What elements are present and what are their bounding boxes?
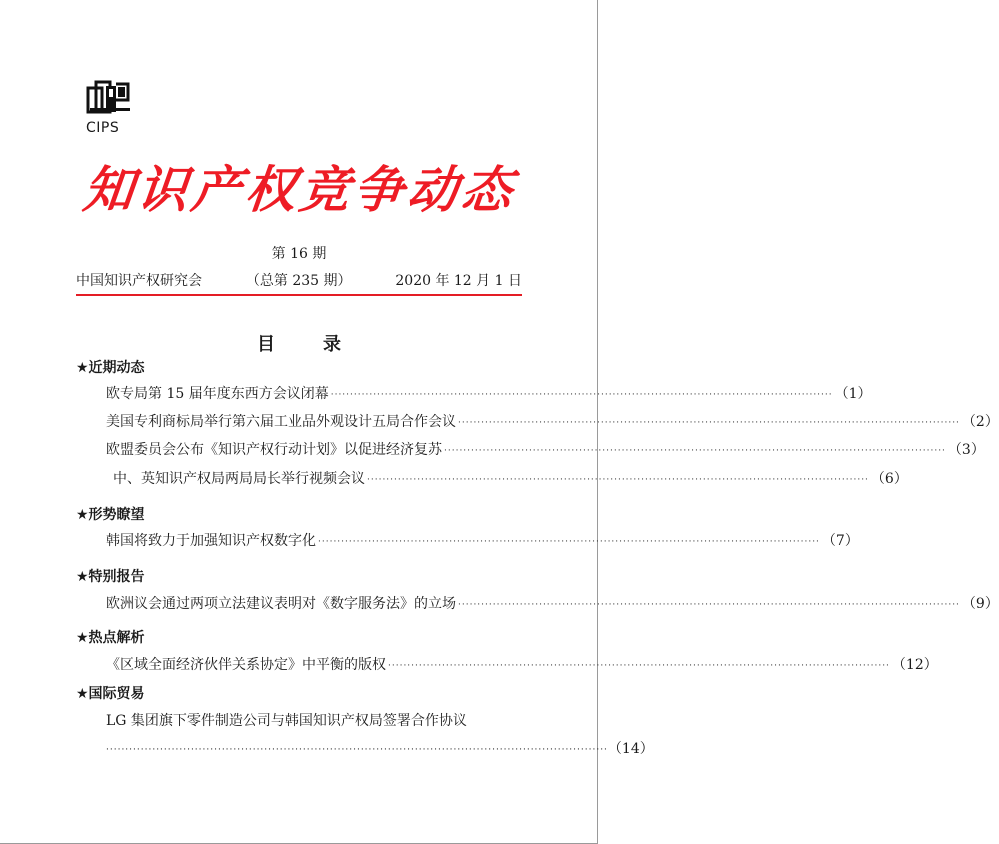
toc-entry[interactable] [106, 655, 938, 675]
toc-leader: ·································································································································· [318, 537, 820, 547]
toc-section-hotspot [76, 628, 536, 648]
issue-meta-row [76, 270, 522, 290]
toc-title [0, 330, 598, 356]
toc-entry-title: LG 集团旗下零件制造公司与韩国知识产权局签署合作协议 [106, 713, 467, 729]
logo-text: CIPS [86, 120, 120, 136]
toc-section-trade [76, 684, 536, 704]
issue-date: 2020 年 12 月 1 日 [395, 273, 522, 289]
toc-entry[interactable] [106, 440, 985, 460]
toc-entry[interactable] [106, 711, 530, 731]
toc-entry-page: （6） [870, 471, 908, 487]
issue-total: （总第 235 期） [245, 273, 352, 289]
toc-leader: ·································································································································· [458, 418, 960, 428]
toc-entry-page: （2） [961, 414, 999, 430]
toc-entry-page: （9） [961, 596, 999, 612]
toc-entry-page: （1） [834, 386, 872, 402]
toc-section-outlook [76, 505, 536, 525]
issue-number: 第 16 期 [271, 246, 327, 262]
toc-leader: ·································································································································· [444, 446, 946, 456]
toc-leader: ·································································································································· [330, 390, 833, 400]
toc-entry-title: 欧洲议会通过两项立法建议表明对《数字服务法》的立场 [106, 596, 456, 612]
section-heading: ★近期动态 [76, 360, 145, 376]
toc-entry-title: 《区域全面经济伙伴关系协定》中平衡的版权 [106, 657, 386, 673]
red-divider [76, 294, 522, 296]
toc-entry[interactable] [106, 531, 859, 551]
toc-entry-page: （7） [821, 533, 859, 549]
toc-entry[interactable] [113, 469, 908, 489]
toc-entry[interactable] [106, 384, 872, 404]
toc-entry-page: （12） [891, 657, 938, 673]
toc-entry-title: 中、英知识产权局两局局长举行视频会议 [113, 471, 365, 487]
toc-leader: ·································································································································· [106, 745, 608, 755]
toc-entry-title: 欧盟委员会公布《知识产权行动计划》以促进经济复苏 [106, 442, 442, 458]
section-heading: ★形势瞭望 [76, 507, 145, 523]
toc-entry-title: 美国专利商标局举行第六届工业品外观设计五局合作会议 [106, 414, 456, 430]
toc-entry-title: 韩国将致力于加强知识产权数字化 [106, 533, 316, 549]
toc-entry-page: （3） [947, 442, 985, 458]
toc-leader: ·································································································································· [458, 600, 960, 610]
section-heading: ★特别报告 [76, 569, 145, 585]
toc-title-right: 录 [323, 334, 341, 355]
toc-leader: ·································································································································· [367, 475, 869, 485]
toc-leader: ·································································································································· [388, 661, 890, 671]
section-heading: ★国际贸易 [76, 686, 145, 702]
toc-section-special [76, 567, 536, 587]
masthead-title: 知识产权竞争动态 [80, 160, 519, 219]
toc-entry-continuation[interactable] [106, 739, 654, 759]
toc-entry-title: 欧专局第 15 届年度东西方会议闭幕 [106, 386, 329, 402]
toc-title-left: 目 [257, 334, 275, 355]
toc-entry[interactable] [106, 594, 999, 614]
publisher-name: 中国知识产权研究会 [76, 273, 202, 289]
toc-section-recent [76, 358, 536, 378]
toc-entry[interactable] [106, 412, 999, 432]
toc-entry-page: （14） [607, 741, 654, 757]
section-heading: ★热点解析 [76, 630, 145, 646]
